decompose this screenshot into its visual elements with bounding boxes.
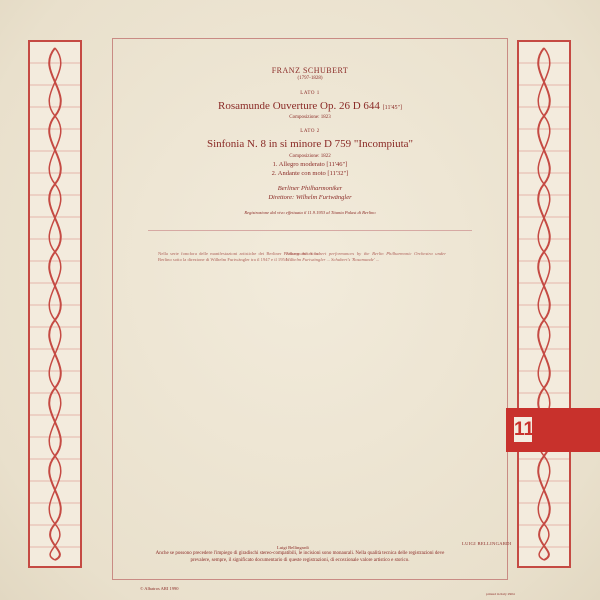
composer-dates: (1797-1828) — [297, 76, 323, 81]
right-ornamental-border — [517, 40, 571, 568]
side2-work: Sinfonia N. 8 in si minore D 759 "Incompiuta" — [206, 138, 414, 150]
movement-2: 2. Andante con moto [11'32"] — [271, 170, 349, 177]
catalog-code: printed in Italy 2904 — [486, 592, 515, 596]
side1-work-title: Rosamunde Ouverture Op. 26 D 644 — [218, 100, 380, 112]
orchestra: Berliner Philharmoniker — [277, 185, 343, 192]
volume-badge — [506, 408, 600, 452]
italian-signature: Luigi Bellingardi — [277, 545, 309, 550]
english-signature: LUIGI BELLINGARDI — [462, 541, 512, 546]
left-ornamental-border — [28, 40, 82, 568]
side2-composition: Composizione: 1822 — [289, 154, 331, 159]
movement-1: 1. Allegro moderato [11'46"] — [272, 161, 348, 168]
footer-note: Anche se possono precedere l'impiego di giradischi stereo-compatibili, le incisioni sono monaurali. Nella qualità tecnica delle registrazioni deve prevalere, sempre, il significato documentario di queste registrazioni, di eccezionale valore artistico e storico. — [155, 551, 445, 563]
side1-label: LATO 1 — [300, 91, 320, 96]
ornament-right-icon — [519, 42, 569, 566]
copyright: © Albatros ARI 1990 — [140, 586, 179, 591]
conductor: Direttore: Wilhelm Furtwängler — [268, 194, 352, 201]
ornament-left-icon — [30, 42, 80, 566]
composer-name: FRANZ SCHUBERT — [271, 66, 349, 75]
side1-duration: [11'45"] — [382, 105, 402, 111]
side2-label: LATO 2 — [300, 129, 320, 134]
side1-work — [112, 100, 508, 112]
divider-line — [148, 230, 472, 231]
volume-number: 11 — [514, 419, 535, 440]
liner-notes-english: Among the Schubert performances by the Berlin Philharmonic Orchestra under Wilhelm Furtwängler ... Schubert's 'Rosamunde' ... — [286, 251, 446, 263]
recording-info: Registrazione dal vivo effettuata il 11.9.1953 al Titania Palast di Berlino — [244, 210, 376, 215]
side1-composition: Composizione: 1823 — [289, 115, 331, 120]
liner-notes-italian: Nella serie fonofora delle manifestazioni artistiche dei Berliner Philharmoniker in Berlino sotto la direzione di Wilhelm Furtwängler tra il 1947 e il 1954 ... — [158, 251, 318, 263]
